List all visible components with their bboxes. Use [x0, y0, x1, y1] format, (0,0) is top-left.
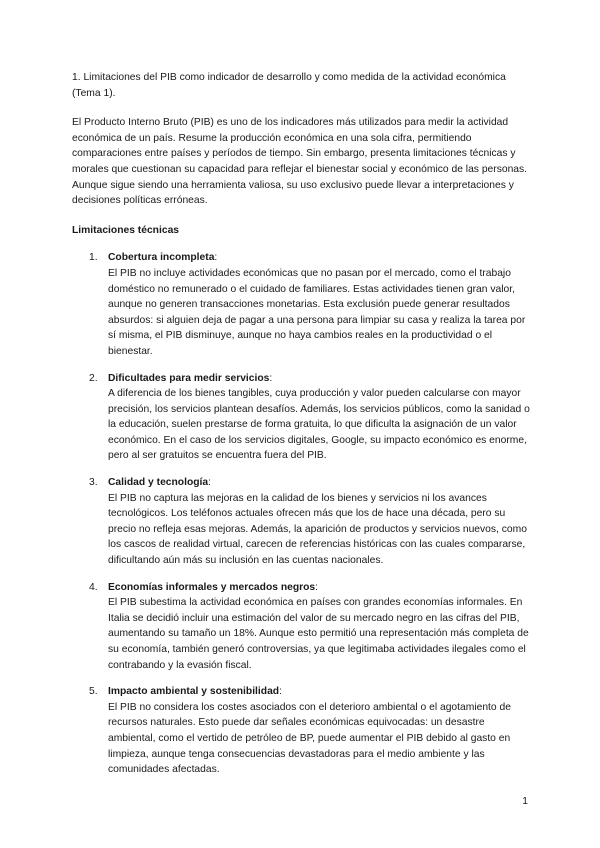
list-item-number: 4. [89, 581, 98, 593]
list-item-title: Calidad y tecnología [108, 477, 209, 489]
page-number: 1 [522, 796, 528, 807]
list-item [72, 250, 532, 359]
list-item-number: 5. [89, 686, 98, 698]
list-item-colon: : [208, 477, 212, 489]
list-item [72, 475, 532, 569]
list-item-title: Economías informales y mercados negros [108, 581, 316, 593]
list-item-colon: : [214, 252, 218, 264]
intro-paragraph: El Producto Interno Bruto (PIB) es uno de los indicadores más utilizados para medir la actividad económica de un país. Resume la producción económica en una sola cifra, permitiendo comparaciones entre países y períodos de tiempo. Sin embargo, presenta limitaciones técnicas y morales que cuestionan su capacidad para reflejar el bienestar social y económico de las personas. Aunque sigue siendo una herramienta valiosa, su uso exclusivo puede llevar a interpretaciones y decisiones políticas erróneas. [72, 117, 528, 207]
list-item-title: Cobertura incompleta [108, 252, 215, 264]
limitations-list [72, 250, 532, 777]
list-item-colon: : [269, 372, 273, 384]
list-item [72, 580, 532, 674]
document-heading: 1. Limitaciones del PIB como indicador de desarrollo y como medida de la actividad económica (Tema 1). [72, 72, 506, 99]
section-title: Limitaciones técnicas [72, 224, 180, 236]
list-item-number: 3. [89, 477, 98, 489]
list-item-body: A diferencia de los bienes tangibles, cuya producción y valor pueden calcularse con mayor precisión, los servicios plantean desafíos. Además, los servicios públicos, como la sanidad o la educación, suelen prestarse de forma gratuita, lo que dificulta la asignación de un valor económico. En el caso de los servicios digitales, Google, su impacto económico es enorme, pero al ser gratuitos se encuentra fuera del PIB. [108, 388, 530, 462]
list-item-title: Impacto ambiental y sostenibilidad [108, 686, 280, 698]
list-item-title: Dificultades para medir servicios [108, 372, 270, 384]
list-item-body: El PIB no considera los costes asociados con el deterioro ambiental o el agotamiento de recursos naturales. Esto puede dar señales económicas equivocadas: un desastre ambiental, como el vertido de petróleo de BP, puede aumentar el PIB debido al gasto en limpieza, aunque tenga consecuencias devastadoras para el medio ambiente y las comunidades afectadas. [108, 701, 511, 776]
document-content [72, 70, 532, 789]
list-item-body: El PIB no captura las mejoras en la calidad de los bienes y servicios ni los avances tecnológicos. Los teléfonos actuales ofrecen más que los de hace una década, pero su precio no refleja esas mejoras. Además, la aparición de productos y servicios nuevos, como los cascos de realidad virtual, carecen de referencias históricas con las cuales compararse, dificultando aún más su inclusión en las cuentas nacionales. [108, 492, 527, 567]
list-item-colon: : [279, 686, 282, 698]
list-item [72, 371, 532, 465]
list-item-colon: : [315, 581, 319, 593]
list-item-body: El PIB no incluye actividades económicas que no pasan por el mercado, como el trabajo doméstico no remunerado o el cuidado de familiares. Estas actividades tienen gran valor, aunque no generen transacciones monetarias. Esta exclusión puede generar resultados absurdos: si alguien deja de pagar a una persona para limpiar su casa y realiza la tarea por sí misma, el PIB disminuye, aunque no haya cambios reales en la productividad o el bienestar. [108, 267, 526, 357]
list-item [72, 684, 532, 778]
list-item-number: 1. [89, 252, 98, 264]
list-item-body: El PIB subestima la actividad económica en países con grandes economías informales. En Italia se decidió incluir una estimación del valor de su mercado negro en las cifras del PIB, aumentando su tamaño un 18%. Aunque esto permitió una representación más completa de su economía, también generó controversias, ya que legitimaba actividades ilegales como el contrabando y la evasión fiscal. [108, 597, 529, 671]
list-item-number: 2. [89, 372, 98, 384]
